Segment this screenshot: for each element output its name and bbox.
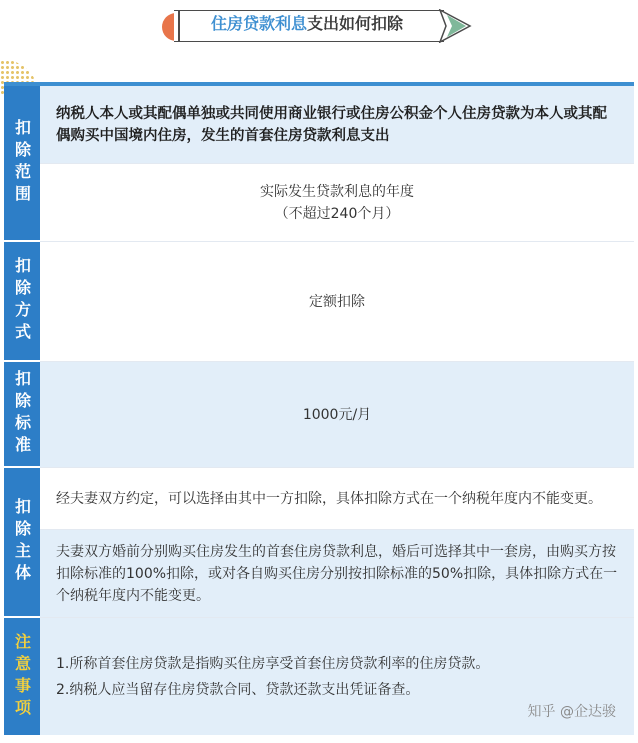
subject-text-2: 夫妻双方婚前分别购买住房发生的首套住房贷款利息，婚后可选择其中一套房，由购买方按扣除标准的100%扣除，或对各自购买住房分别按扣除标准的50%扣除，具体扣除方式在一个纳税年度内不能变更。 <box>40 530 634 618</box>
scope-period-line1: 实际发生贷款利息的年度 <box>260 183 414 200</box>
label-subject: 扣除主体 <box>4 468 40 618</box>
watermark: 知乎 @企达骏 <box>527 704 616 720</box>
content-subject <box>40 468 634 618</box>
label-scope: 扣除范围 <box>4 86 40 242</box>
label-notes: 注意事项 <box>4 618 40 735</box>
page-title <box>182 9 432 41</box>
row-method <box>4 242 634 362</box>
scope-period-line2: （不超过240个月） <box>274 205 400 222</box>
row-standard <box>4 362 634 468</box>
title-banner <box>162 9 474 47</box>
label-standard: 扣除标准 <box>4 362 40 468</box>
method-text: 定额扣除 <box>40 242 634 362</box>
title-highlight: 住房贷款利息 <box>210 14 307 33</box>
content-scope <box>40 86 634 242</box>
subject-text-1: 经夫妻双方约定，可以选择由其中一方扣除，具体扣除方式在一个纳税年度内不能变更。 <box>40 468 634 530</box>
deduction-table <box>4 82 634 735</box>
title-rest: 支出如何扣除 <box>307 14 404 33</box>
label-method: 扣除方式 <box>4 242 40 362</box>
content-method <box>40 242 634 362</box>
standard-text: 1000元/月 <box>40 362 634 468</box>
row-scope <box>4 86 634 242</box>
note-line-1: 1.所称首套住房贷款是指购买住房享受首套住房贷款利率的住房贷款。 <box>56 655 490 672</box>
scope-text: 纳税人本人或其配偶单独或共同使用商业银行或住房公积金个人住房贷款为本人或其配偶购买中国境内住房，发生的首套住房贷款利息支出 <box>40 86 634 164</box>
note-line-2: 2.纳税人应当留存住房贷款合同、贷款还款支出凭证备查。 <box>56 681 420 698</box>
scope-period <box>40 164 634 242</box>
content-standard <box>40 362 634 468</box>
arrow-icon <box>438 9 472 43</box>
row-subject <box>4 468 634 618</box>
